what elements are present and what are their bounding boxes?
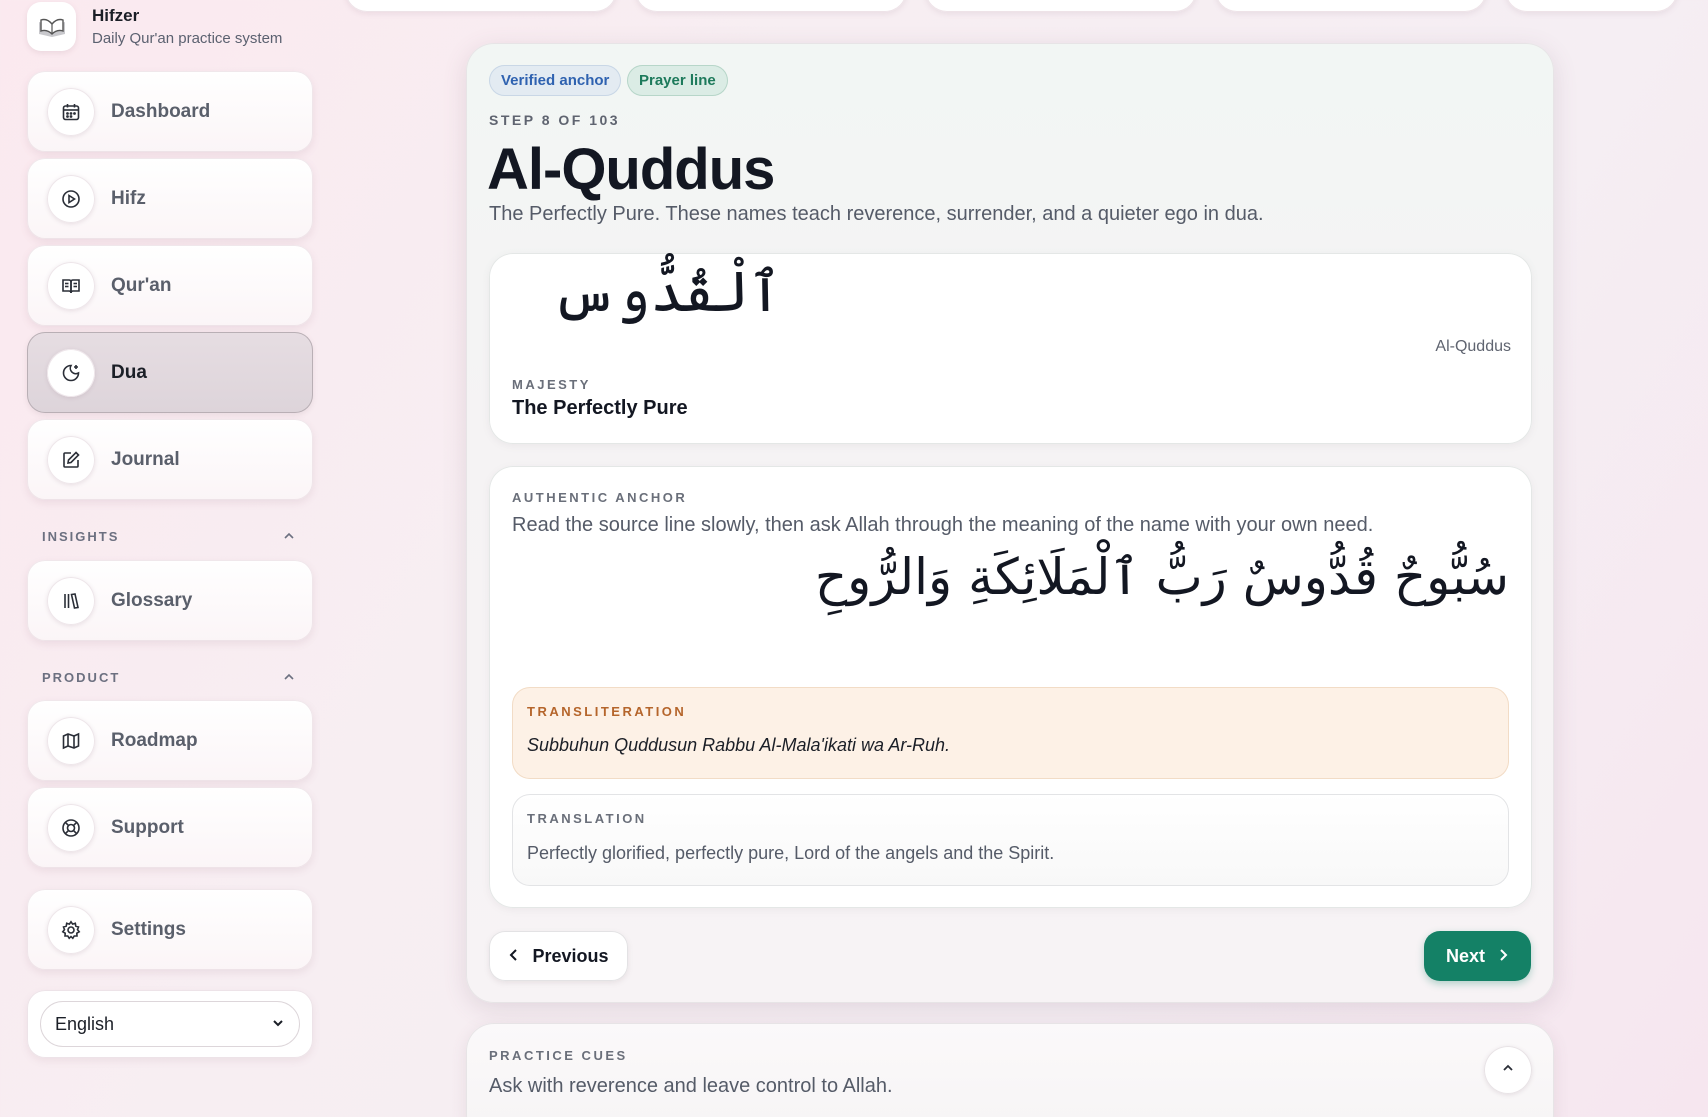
sidebar-item-label: Journal [111,448,180,470]
verified-anchor-badge: Verified anchor [489,65,621,96]
chevron-up-icon [1501,1061,1515,1080]
top-card-1 [345,0,617,12]
chevron-right-icon [1497,946,1509,967]
name-latin: Al-Quddus [1435,338,1511,355]
sidebar-item-dashboard[interactable] [27,71,313,152]
practice-cues-text: Ask with reverence and leave control to Allah. [489,1075,893,1097]
open-book-icon [27,2,76,51]
prayer-line-badge: Prayer line [627,65,728,96]
play-circle-icon [47,175,95,223]
gear-icon [47,906,95,954]
lifebuoy-icon [47,804,95,852]
sidebar-item-settings[interactable] [27,889,313,970]
library-icon [47,577,95,625]
page-title: Al-Quddus [487,137,775,202]
chevron-up-icon[interactable] [282,670,296,689]
anchor-description: Read the source line slowly, then ask Allah through the meaning of the name with your own need. [512,514,1374,536]
practice-cues-label: PRACTICE CUES [489,1048,628,1063]
previous-button[interactable] [489,931,628,981]
moon-star-icon [47,349,95,397]
name-meaning: The Perfectly Pure [512,397,688,419]
translation-text: Perfectly glorified, perfectly pure, Lord of the angels and the Spirit. [527,843,1055,863]
product-section-label: PRODUCT [42,670,121,685]
name-category: MAJESTY [512,377,591,392]
brand[interactable] [27,2,282,51]
top-card-3 [925,0,1197,12]
practice-cues-card [466,1023,1554,1117]
chevron-up-icon[interactable] [282,529,296,548]
sidebar-item-quran[interactable] [27,245,313,326]
top-card-4 [1215,0,1487,12]
sidebar-item-hifz[interactable] [27,158,313,239]
sidebar-item-label: Roadmap [111,729,198,751]
sidebar-item-label: Dua [111,361,147,383]
book-open-icon [47,262,95,310]
chevron-left-icon [508,946,520,967]
edit-icon [47,436,95,484]
top-card-2 [635,0,907,12]
language-select[interactable] [40,1001,300,1047]
calendar-icon [47,88,95,136]
sidebar-item-label: Glossary [111,589,193,611]
sidebar-item-label: Dashboard [111,100,211,122]
map-icon [47,717,95,765]
next-button[interactable] [1424,931,1531,981]
previous-button-label: Previous [532,945,609,966]
app-name: Hifzer [92,6,140,25]
chevron-down-icon [271,1014,285,1035]
practice-cues-toggle[interactable] [1484,1046,1532,1094]
sidebar-item-journal[interactable] [27,419,313,500]
next-button-label: Next [1445,945,1485,966]
anchor-arabic-verse: سُبُّوحٌ قُدُّوسٌ رَبُّ ٱلْمَلَائِكَةِ وَالرُّوحِ [814,548,1509,606]
language-selector-container [27,990,313,1058]
translation-box [512,794,1509,886]
sidebar-item-label: Qur'an [111,274,172,296]
sidebar-item-roadmap[interactable] [27,700,313,781]
name-arabic: ٱلْقُدُّوس [552,260,782,325]
app-tagline: Daily Qur'an practice system [92,30,283,47]
anchor-label: AUTHENTIC ANCHOR [512,490,688,505]
insights-section-label: INSIGHTS [42,529,120,544]
sidebar-item-glossary[interactable] [27,560,313,641]
top-card-5 [1505,0,1678,12]
transliteration-label: TRANSLITERATION [527,704,687,719]
sidebar-item-dua[interactable] [27,332,313,413]
step-counter: STEP 8 OF 103 [489,112,621,128]
transliteration-box [512,687,1509,779]
sidebar-item-label: Support [111,816,184,838]
transliteration-text: Subbuhun Quddusun Rabbu Al-Mala'ikati wa Ar-Ruh. [527,735,951,755]
language-select-value: English [55,1013,115,1034]
page-subtitle: The Perfectly Pure. These names teach reverence, surrender, and a quieter ego in dua. [489,203,1264,225]
translation-label: TRANSLATION [527,811,647,826]
sidebar-item-label: Hifz [111,187,146,209]
sidebar-item-label: Settings [111,918,186,940]
sidebar-item-support[interactable] [27,787,313,868]
